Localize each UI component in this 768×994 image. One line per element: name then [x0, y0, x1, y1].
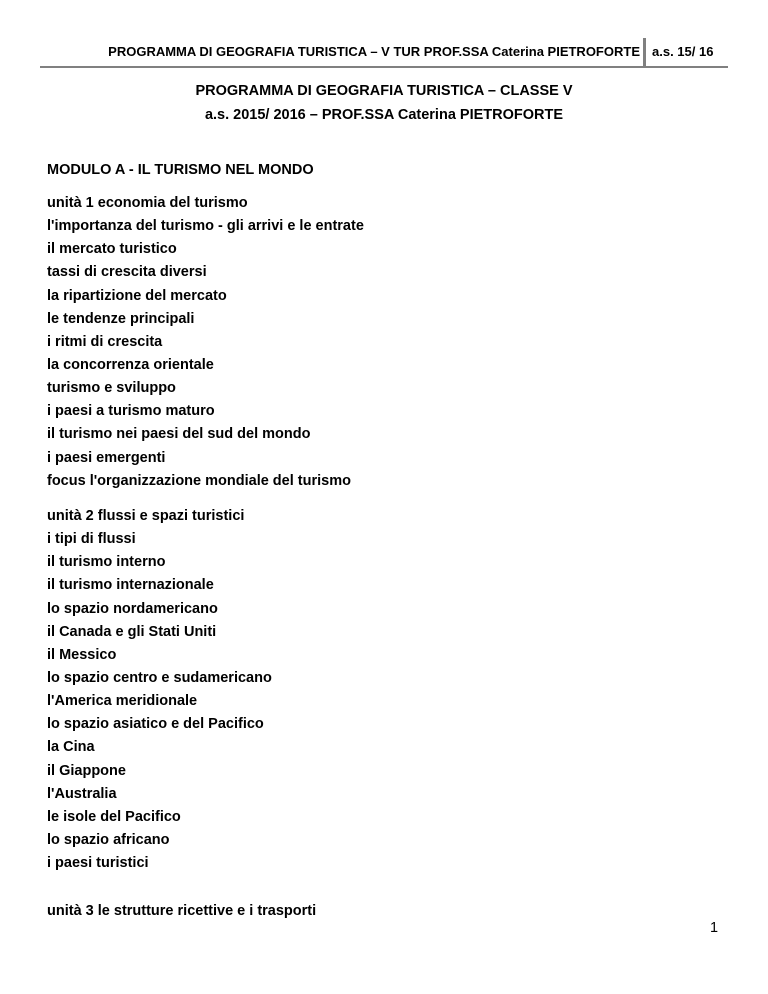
list-item: lo spazio asiatico e del Pacifico: [47, 716, 264, 733]
list-item: i paesi turistici: [47, 855, 149, 872]
unit-3: [47, 900, 316, 923]
list-item: focus l'organizzazione mondiale del turismo: [47, 472, 351, 489]
list-item: turismo e sviluppo: [47, 380, 176, 397]
unit-title: unità 3 le strutture ricettive e i trasporti: [47, 903, 317, 919]
list-item: lo spazio centro e sudamericano: [47, 669, 272, 686]
list-item: il Canada e gli Stati Uniti: [47, 623, 217, 640]
list-item: tassi di crescita diversi: [47, 264, 207, 281]
header-divider: [643, 38, 646, 66]
list-item: la concorrenza orientale: [47, 356, 214, 373]
list-item: il turismo internazionale: [47, 577, 214, 594]
list-item: le tendenze principali: [47, 310, 195, 327]
list-item: il Giappone: [47, 762, 126, 779]
document-subtitle: a.s. 2015/ 2016 – PROF.SSA Caterina PIETROFORTE: [204, 107, 564, 123]
document-title: PROGRAMMA DI GEOGRAFIA TURISTICA – CLASSE V: [195, 83, 573, 99]
list-item: l'America meridionale: [47, 693, 198, 710]
list-item: i tipi di flussi: [47, 531, 136, 548]
page-number: 1: [710, 920, 719, 936]
list-item: l'Australia: [47, 785, 117, 802]
page-header: [40, 38, 728, 68]
list-item: il mercato turistico: [47, 241, 177, 258]
header-left-text: PROGRAMMA DI GEOGRAFIA TURISTICA – V TUR PROF.SSA Caterina PIETROFORTE: [108, 44, 640, 59]
unit-title: unità 1 economia del turismo: [47, 195, 248, 211]
list-item: il Messico: [47, 646, 117, 663]
unit-2: [47, 505, 272, 875]
list-item: il turismo interno: [47, 554, 166, 571]
list-item: lo spazio africano: [47, 831, 170, 848]
list-item: i paesi emergenti: [47, 449, 166, 466]
list-item: la Cina: [47, 739, 95, 756]
unit-1: [47, 192, 364, 493]
unit-title: unità 2 flussi e spazi turistici: [47, 508, 245, 524]
list-item: la ripartizione del mercato: [47, 287, 227, 304]
list-item: le isole del Pacifico: [47, 808, 181, 825]
list-item: i ritmi di crescita: [47, 333, 163, 350]
list-item: l'importanza del turismo - gli arrivi e le entrate: [47, 218, 364, 235]
list-item: i paesi a turismo maturo: [47, 403, 215, 420]
module-heading: MODULO A - IL TURISMO NEL MONDO: [47, 162, 314, 178]
header-right-text: a.s. 15/ 16: [652, 44, 714, 59]
list-item: il turismo nei paesi del sud del mondo: [47, 426, 311, 443]
list-item: lo spazio nordamericano: [47, 600, 218, 617]
